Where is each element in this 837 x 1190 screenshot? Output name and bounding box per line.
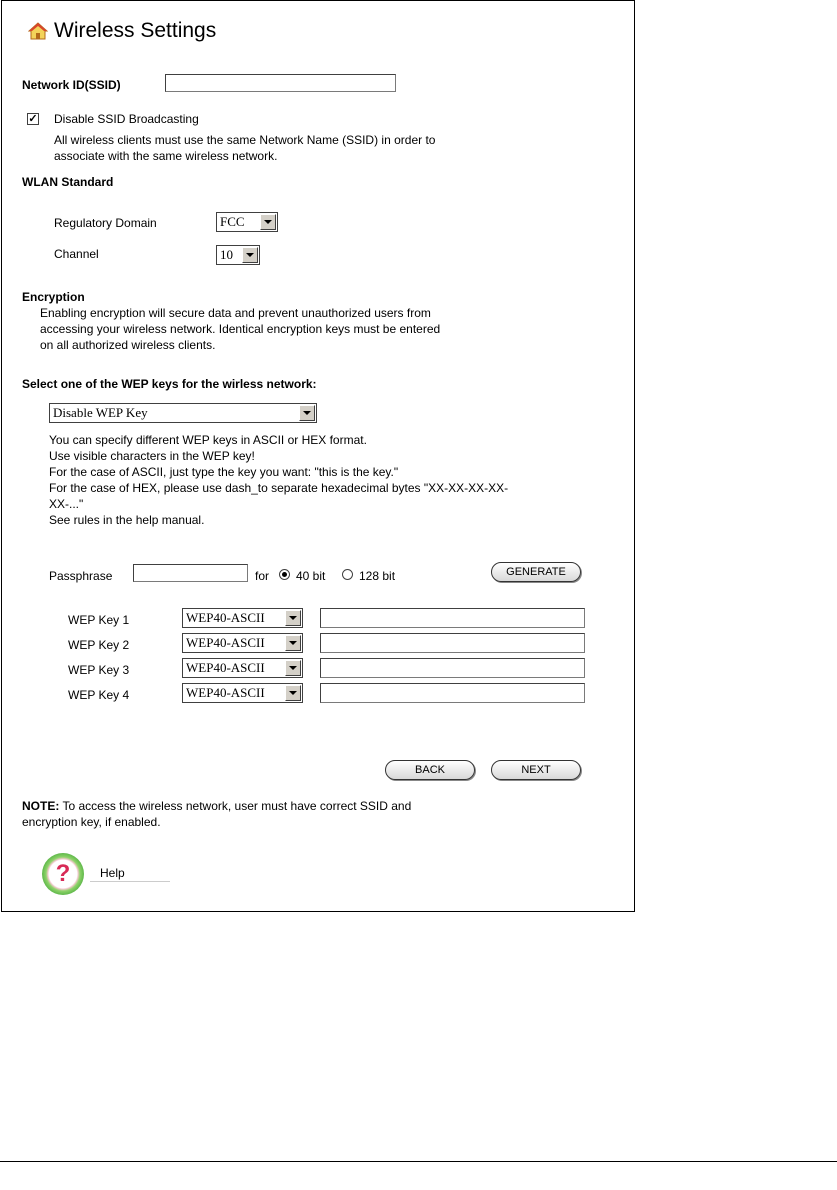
wlan-standard-heading: WLAN Standard — [22, 175, 114, 189]
40-bit-radio[interactable] — [279, 569, 290, 580]
regulatory-domain-value: FCC — [220, 214, 245, 229]
channel-label: Channel — [54, 247, 99, 261]
chevron-down-icon — [285, 635, 301, 651]
wep-key-1-input[interactable] — [320, 608, 585, 628]
wep-key-2-type-value: WEP40-ASCII — [186, 635, 265, 650]
channel-select[interactable] — [216, 245, 260, 265]
wep-key-3-input[interactable] — [320, 658, 585, 678]
page-bottom-rule — [0, 1161, 837, 1162]
broadcast-desc-line2: associate with the same wireless network. — [54, 149, 278, 163]
wep-info-line4: For the case of HEX, please use dash_to separate hexadecimal bytes "XX-XX-XX-XX- — [49, 481, 509, 495]
page-title-text: Wireless Settings — [54, 19, 217, 42]
wep-key-4-type-select[interactable] — [182, 683, 303, 703]
wep-key-3-type-value: WEP40-ASCII — [186, 660, 265, 675]
note-prefix: NOTE: — [22, 799, 60, 813]
wep-key-1-label: WEP Key 1 — [68, 613, 130, 627]
encryption-desc-line3: on all authorized wireless clients. — [40, 338, 216, 352]
wep-key-select[interactable] — [49, 403, 317, 423]
page-title — [28, 19, 216, 43]
chevron-down-icon — [285, 660, 301, 676]
regulatory-domain-label: Regulatory Domain — [54, 216, 157, 230]
wep-key-1-type-select[interactable] — [182, 608, 303, 628]
note-line1: To access the wireless network, user must have correct SSID and — [59, 799, 412, 813]
broadcast-desc-line1: All wireless clients must use the same Network Name (SSID) in order to — [54, 133, 436, 147]
disable-ssid-broadcast-label: Disable SSID Broadcasting — [54, 112, 199, 126]
chevron-down-icon — [285, 610, 301, 626]
128-bit-radio[interactable] — [342, 569, 353, 580]
wep-key-3-type-select[interactable] — [182, 658, 303, 678]
wep-key-2-input[interactable] — [320, 633, 585, 653]
40-bit-label: 40 bit — [296, 569, 326, 583]
next-button[interactable]: NEXT — [491, 760, 581, 780]
generate-button[interactable]: GENERATE — [491, 562, 581, 582]
wireless-settings-panel — [1, 0, 635, 912]
chevron-down-icon — [299, 405, 315, 421]
chevron-down-icon — [260, 214, 276, 230]
wep-key-4-input[interactable] — [320, 683, 585, 703]
home-icon — [28, 21, 48, 41]
encryption-desc-line1: Enabling encryption will secure data and prevent unauthorized users from — [40, 306, 431, 320]
note-line2: encryption key, if enabled. — [22, 815, 161, 829]
wep-key-2-type-select[interactable] — [182, 633, 303, 653]
wep-info-line6: See rules in the help manual. — [49, 513, 205, 527]
chevron-down-icon — [285, 685, 301, 701]
help-icon[interactable]: ? — [42, 853, 84, 895]
encryption-desc-line2: accessing your wireless network. Identical encryption keys must be entered — [40, 322, 441, 336]
encryption-heading: Encryption — [22, 290, 85, 304]
wep-info-line1: You can specify different WEP keys in ASCII or HEX format. — [49, 433, 367, 447]
wep-key-4-type-value: WEP40-ASCII — [186, 685, 265, 700]
wep-info-line2: Use visible characters in the WEP key! — [49, 449, 255, 463]
regulatory-domain-select[interactable] — [216, 212, 278, 232]
ssid-input[interactable] — [165, 74, 396, 92]
disable-ssid-broadcast-checkbox[interactable]: ✓ — [28, 113, 38, 125]
help-divider — [90, 881, 170, 882]
128-bit-label: 128 bit — [359, 569, 396, 583]
ssid-label: Network ID(SSID) — [22, 78, 121, 92]
wep-key-1-type-value: WEP40-ASCII — [186, 610, 265, 625]
for-label: for — [255, 569, 270, 583]
back-button[interactable]: BACK — [385, 760, 475, 780]
wep-info-line5: XX-..." — [49, 497, 84, 511]
chevron-down-icon — [242, 247, 258, 263]
wep-key-select-value: Disable WEP Key — [53, 405, 148, 420]
help-link[interactable]: Help — [100, 866, 125, 880]
passphrase-input[interactable] — [133, 564, 248, 582]
wep-key-3-label: WEP Key 3 — [68, 663, 130, 677]
passphrase-label: Passphrase — [49, 569, 113, 583]
wep-key-4-label: WEP Key 4 — [68, 688, 130, 702]
note-text — [22, 798, 582, 830]
wep-key-2-label: WEP Key 2 — [68, 638, 130, 652]
wep-heading: Select one of the WEP keys for the wirless network: — [22, 377, 317, 391]
wep-info-line3: For the case of ASCII, just type the key you want: "this is the key." — [49, 465, 399, 479]
channel-value: 10 — [220, 247, 233, 262]
